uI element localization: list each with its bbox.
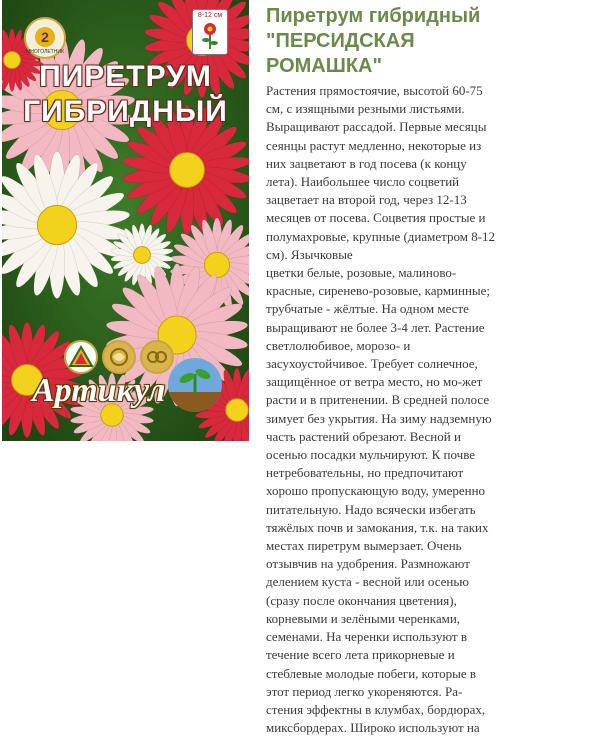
logo-circle-icon xyxy=(102,340,136,374)
heading-line3: РОМАШКА" xyxy=(266,55,382,77)
description-line: корневыми и зелёными черенками, xyxy=(266,610,461,626)
packet-title-line2: ГИБРИДНЫЙ xyxy=(23,95,228,128)
perennial-badge xyxy=(24,17,66,59)
description-line: светлолюбивое, морозо- и xyxy=(266,337,411,353)
description-line: красные, сиренево-розовые, карминные; xyxy=(266,283,491,299)
description-line: местах пиретрум вымерзает. Очень xyxy=(266,538,462,554)
years-badge-label: МНОГОЛЕТНИК xyxy=(26,49,64,55)
description-line: часть растений обрезают. Весной и xyxy=(266,428,461,444)
description-line: защищённое от ветра место, но мо-жет xyxy=(266,374,483,390)
description-line: зацветает на второй год, через 12-13 xyxy=(266,192,467,208)
description-line: см). Язычковые xyxy=(266,246,353,262)
description-line: полумахровые, крупные (диаметром 8-12 xyxy=(266,228,496,244)
logo-circle-icon xyxy=(64,340,98,374)
packet-title-line1: ПИРЕТРУМ xyxy=(39,60,212,93)
product-description xyxy=(266,82,524,737)
description-line: семенами. На черенки используют в xyxy=(266,629,467,645)
logo-circle-icon xyxy=(140,340,174,374)
description-line: нетребовательны, но предпочитают xyxy=(266,465,464,481)
brand-logo-text: Артикул xyxy=(32,372,166,409)
description-line: питательную. Надо всячески избегать xyxy=(266,501,476,517)
certification-logos xyxy=(64,340,174,376)
description-line: лета). Наибольшее число соцветий xyxy=(266,174,460,190)
description-line: этот период легко укореняются. Ра- xyxy=(266,683,463,699)
description-line: отзывчив на удобрения. Размножают xyxy=(266,556,470,572)
seed-packet-image xyxy=(2,0,249,441)
description-line: трубчатые - жёлтые. На одном месте xyxy=(266,301,469,317)
sprout-icon xyxy=(168,358,222,412)
product-heading xyxy=(266,4,586,79)
height-badge xyxy=(192,9,228,55)
description-line: осенью посадки мульчируют. К почве xyxy=(266,447,476,463)
description-line: делением куста - весной или осенью xyxy=(266,574,470,590)
description-line: см, с изящными резными листьями. xyxy=(266,101,465,117)
description-line: месяцев от посева. Соцветия простые и xyxy=(266,210,486,226)
height-badge-label: 8-12 см xyxy=(197,12,223,19)
description-line: (сразу после окончания цветения), xyxy=(266,592,457,608)
description-line: хорошо пропускающую воду, умеренно xyxy=(266,483,486,499)
description-line: них зацветают в год посева (к концу xyxy=(266,155,467,171)
description-line: расти и в притенении. В средней полосе xyxy=(266,392,490,408)
heading-line2: "ПЕРСИДСКАЯ xyxy=(266,30,415,52)
description-line: цветки белые, розовые, малиново- xyxy=(266,265,457,281)
description-line: засухоустойчивое. Требует солнечное, xyxy=(266,356,478,372)
description-line: стения эффектны в клумбах, бордюрах, xyxy=(266,701,486,717)
flower-icon xyxy=(201,22,219,50)
description-line: Выращивают рассадой. Первые месяцы xyxy=(266,119,487,135)
description-line: выращивают не более 3-4 лет. Растение xyxy=(266,319,485,335)
description-line: течение всего лета прикорневые и xyxy=(266,647,455,663)
description-line: тяжёлых почв и замокания, т.к. на таких xyxy=(266,519,489,535)
description-line: Растения прямостоячие, высотой 60-75 xyxy=(266,83,483,98)
description-line: стеблевые молодые побеги, которые в xyxy=(266,665,477,681)
description-line: сеянцы растут медленно, некоторые из xyxy=(266,137,482,153)
heading-line1: Пиретрум гибридный xyxy=(266,5,481,27)
description-line: миксбордерах. Широко используют на xyxy=(266,720,480,736)
years-number: 2 xyxy=(35,27,55,47)
description-line: зимует без укрытия. На зиму надземную xyxy=(266,410,492,426)
